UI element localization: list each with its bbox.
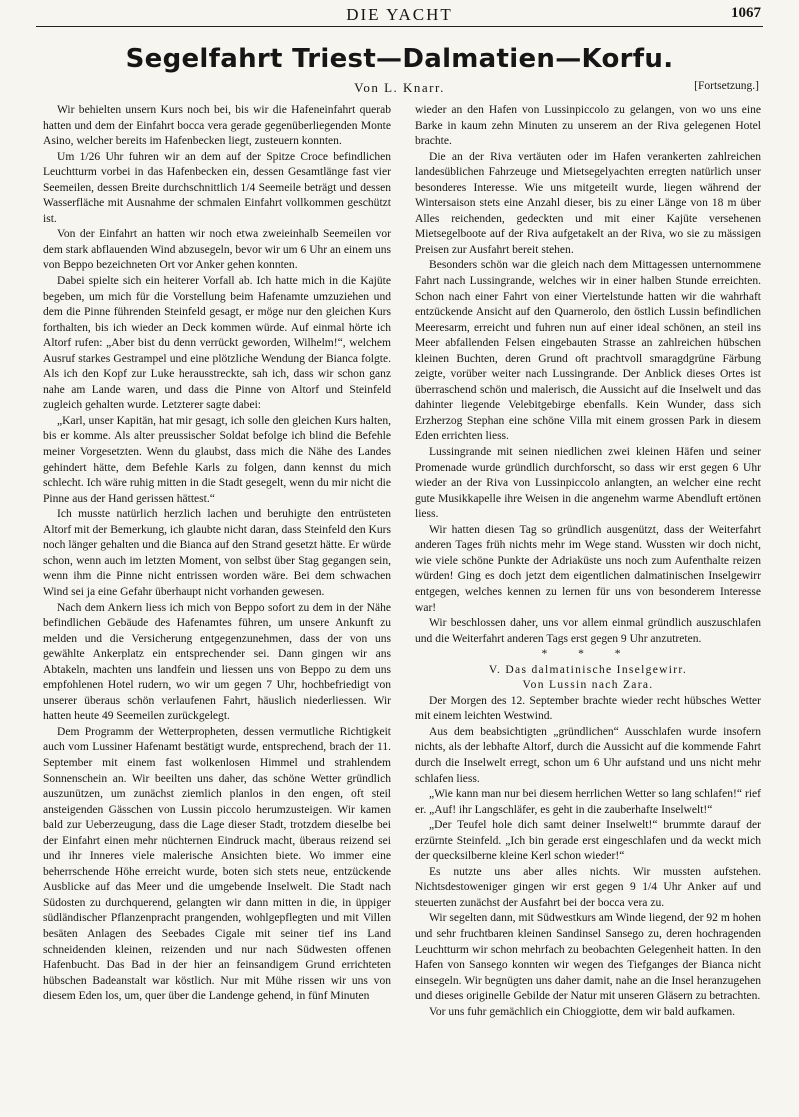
paragraph: Von der Einfahrt an hatten wir noch etwa zweieinhalb Seemeilen vor dem stark abflauenden Wind abzusegeln, bevor wir um 6 Uhr an einem uns von Beppo bezeichneten Ort vor Anker gehen konnten. [43,228,391,272]
left-column [43,103,391,1005]
paragraph: Ich musste natürlich herzlich lachen und beruhigte den entrüsteten Altorf mit der Bemerkung, ich glaubte nicht daran, dass Steinfeld den Kurs noch länger gehalten und die Bianca auf den Strand gesetzt hätte. Er würde schon, wenn auch im letzten Moment, von selbst über Stag gegangen sein, wenn ihm die Pinne nicht entrissen worden wäre. Bei dem schwachen Wind sei ja eine Gefahr überhaupt nicht vorhanden gewesen. [43,508,391,598]
continuation-note: [Fortsetzung.] [694,80,759,92]
paragraph: „Karl, unser Kapitän, hat mir gesagt, ich solle den gleichen Kurs halten, bis er komme. Als alter preussischer Soldat befolge ich blind die Befehle meiner Vorgesetzten. Wenn du glaubst, dass mich die Nähe des Landes gehindert hätte, dem Befehle Karls zu folgen, dann kennst du mich schlecht. Ich wäre ruhig mitten in die Stadt gesegelt, wenn du mir nicht die Pinne aus der Hand gerissen hättest.“ [43,414,391,505]
paragraph: Nach dem Ankern liess ich mich von Beppo sofort zu dem in der Nähe befindlichen Gebäude des Hafenamtes führen, um unsere Ankunft zu melden und die Versicherung entgegenzunehmen, dass der von uns gewählte Ankerplatz ein entsprechender sei. Dann gingen wir ans Abtakeln, machten uns landfein und liessen uns von Beppo zu dem uns empfohlenen Hotel rudern, wo wir um gegen 7 Uhr, hochbefriedigt von unserer überaus schön verlaufenen Fahrt, häuslich niederliessen. Wir hatten heute 49 Seemeilen zurückgelegt. [43,601,391,723]
paragraph: Besonders schön war die gleich nach dem Mittagessen unternommene Fahrt nach Lussingrande, welches wir in einer halben Stunde erreichten. Schon nach einer Fahrt von einer Viertelstunde hatten wir die wahrhaft entzückende Ansicht auf den Quarnerolo, den östlich Lussin befindlichen Meeresarm, erreicht und fuhren nun auf einer ideal schönen, an steil ins Meer abfallenden Felsen eingebauten Strasse an zahlreichen hübschen kleinen Buchten, deren Grund oft prachtvoll smaragdgrüne Färbung zeigte, vorüber weiter nach Lussingrande. Der Anblick dieses Ortes ist überraschend schön und malerisch, die Aussicht auf die Inselwelt und das dahinter liegende Velebitgebirge ebenfalls. Kein Wunder, dass sich Erzherzog Stephan eine schöne Villa mit einem grossen Park in diesem Eden errichten liess. [415,259,761,443]
paragraph: wieder an den Hafen von Lussinpiccolo zu gelangen, von wo uns eine Barke in kaum zehn Minuten zu unserem an der Riva gelegenen Hotel brachte. [415,104,761,148]
paragraph: Wir segelten dann, mit Südwestkurs am Winde liegend, der 92 m hohen und sehr fruchtbaren kleinen Sandinsel Sansego zu, deren hochragenden Leuchtturm wir schon mehrfach zu beobachten Gelegenheit hatten. In den Hafen von Sansego konnten wir wegen des Tiefganges der Bianca nicht einsegeln. Wir begnügten uns daher damit, nahe an die Insel heranzugehen und dieses originelle Gebilde der Natur mit unseren Gläsern zu betrachten. [415,912,761,1003]
right-column [415,103,761,1020]
running-head [36,4,763,27]
paragraph: Die an der Riva vertäuten oder im Hafen verankerten zahlreichen landesüblichen Fahrzeuge und Mietsegelyachten erregten natürlich unser besonderes Interesse. Wie uns mitgeteilt wurde, liegen während der Wintersaison stets eine Anzahl dieser, bis zu einer Länge von 18 m über Alles reichenden, gedeckten und mit einer Kajüte versehenen Mietsegelboote auf der Riva aufgetakelt an der Riva, wo sie zu mässigen Preisen zur Ausfahrt bereit stehen. [415,150,761,256]
paragraph: „Wie kann man nur bei diesem herrlichen Wetter so lang schlafen!“ rief er. „Auf! ihr Langschläfer, es geht in die zauberhafte Inselwelt!“ [415,788,761,816]
paragraph: Der Morgen des 12. September brachte wieder recht hübsches Wetter mit einem leichten Westwind. [415,694,761,723]
paragraph: Wir hatten diesen Tag so gründlich ausgenützt, dass der Weiterfahrt anderen Tages früh nichts mehr im Wege stand. Wussten wir doch nicht, wie viele schöne Punkte der Adriaküste uns noch zum Aufenthalte reizen würden! Ging es doch jetzt dem eigentlichen dalmatinischen Inselgewirr entgegen, welches kennen zu lernen für uns von besonderem Interesse war! [415,523,761,614]
paragraph: Lussingrande mit seinen niedlichen zwei kleinen Häfen und seiner Promenade wurde gründlich durchforscht, so dass wir erst gegen 6 Uhr wieder an der Riva von Lussinpiccolo anlangten, an welcher eine recht gute Musikkapelle ihre Weisen in die angenehm warme Abendluft ertönen liess. [415,446,761,521]
magazine-title: DIE YACHT [346,5,453,24]
section-title: V. Das dalmatinische Inselgewirr. [488,663,688,676]
paragraph: „Der Teufel hole dich samt deiner Inselwelt!“ brummte darauf der erzürnte Steinfeld. „Ich bin gerade erst eingeschlafen und da weckt mich der quecksilberne kleine Kerl schon wieder!“ [415,819,761,863]
section-separator: * * * [541,648,635,661]
paragraph: Um 1/26 Uhr fuhren wir an dem auf der Spitze Croce befindlichen Leuchtturm vorbei in das Hafenbecken ein, dessen Gesamtlänge fast vier Seemeilen, dessen Breite durchschnittlich 1/4 Seemeile beträgt und dessen Wasserfläche mit Ausnahme der schmalen Einfahrt vollkommen geschützt ist. [43,150,391,225]
paragraph: Wir beschlossen daher, uns vor allem einmal gründlich auszuschlafen und die Weiterfahrt anderen Tags erst gegen 9 Uhr anzutreten. [415,617,761,645]
paragraph: Vor uns fuhr gemächlich ein Chioggiotte, dem wir bald aufkamen. [429,1005,736,1018]
page-number: 1067 [731,5,761,21]
paragraph: Aus dem beabsichtigten „gründlichen“ Ausschlafen wurde insofern nichts, als der lebhafte Altorf, durch die Aussicht auf die kommende Fahrt durch die Inselwelt erregt, schon um 6 Uhr aufstand und uns nicht mehr schlafen liess. [415,725,761,785]
section-subtitle: Von Lussin nach Zara. [522,679,654,692]
paragraph: Es nutzte uns aber alles nichts. Wir mussten aufstehen. Nichtsdestoweniger gingen wir erst gegen 9 1/4 Uhr Anker auf und steuerten zunächst der Ausfahrt bei der bocca vera zu. [415,865,761,909]
article-author: Von L. Knarr. [354,80,445,95]
paragraph: Wir behielten unsern Kurs noch bei, bis wir die Hafeneinfahrt querab hatten und dem der Einfahrt bocca vera gerade gegenüberliegenden Monte Asino, welcher bereits im Hafenbecken liegt, zusteuern konnten. [43,104,391,148]
paragraph: Dem Programm der Wetterpropheten, dessen vermutliche Richtigkeit auch vom Lussiner Hafenamt bestätigt wurde, entsprechend, brach der 11. September mit einem fast wolkenlosen Himmel und strahlendem Sonnenschein an. Wir beeilten uns daher, das schöne Wetter gründlich auszunützen, um zunächst ziemlich planlos in den engen, oft steil ansteigenden Gässchen von Lussin piccolo herumzusteigen. Wir kamen bald zur Ueberzeugung, dass die Lage dieser Stadt, trotzdem dieselbe bei der Einfahrt einen mehr nüchternen Eindruck macht, überaus reizend sei und ihr Inneres viele malerische Ansichten biete. Wo immer eine beherrschende Höhe erreicht wurde, boten sich stets neue, entzückende Ausblicke auf das Meer und die umgebende Inselwelt. Die Stadt nach Südosten zu durchquerend, gelangten wir dann mitten in die, in üppiger südländischer Pflanzenpracht prangenden, wohlgepflegten und mit Villen besäten Anlagen des Seebades Cigale mit seiner tief ins Land schneidenden kleinen, reizenden und nur nach Südwesten offenen Hafenbucht. Das Bad in der hier an feinsandigem Grund errichteten hübschen Badeanstalt war köstlich. Nur mit Mühe rissen wir uns von diesem Eden los, um, quer über die Landenge gehend, in fünf Minuten [43,725,391,1003]
paragraph: Dabei spielte sich ein heiterer Vorfall ab. Ich hatte mich in die Kajüte begeben, um mich für die Vorstellung beim Hafenamte umzuziehen und dem die Pinne führenden Steinfeld gesagt, er möge nur den gleichen Kurs forthalten, bis ich wieder an Deck kommen würde. Auf einmal hörte ich Altorf rufen: „Aber bist du denn verrückt geworden, Wilhelm!“, welchem Ausruf starkes Gestrampel und eine plötzliche Wendung der Bianca folgte. Als ich den Kopf zur Luke herausstreckte, sah ich, dass wir schon ganz nahe am Lande waren, und dass die Pinne von Altorf und Steinfeld zugleich gehalten wurde. Letzterer sagte dabei: [43,275,391,412]
article-title: Segelfahrt Triest—Dalmatien—Korfu. [125,44,674,74]
